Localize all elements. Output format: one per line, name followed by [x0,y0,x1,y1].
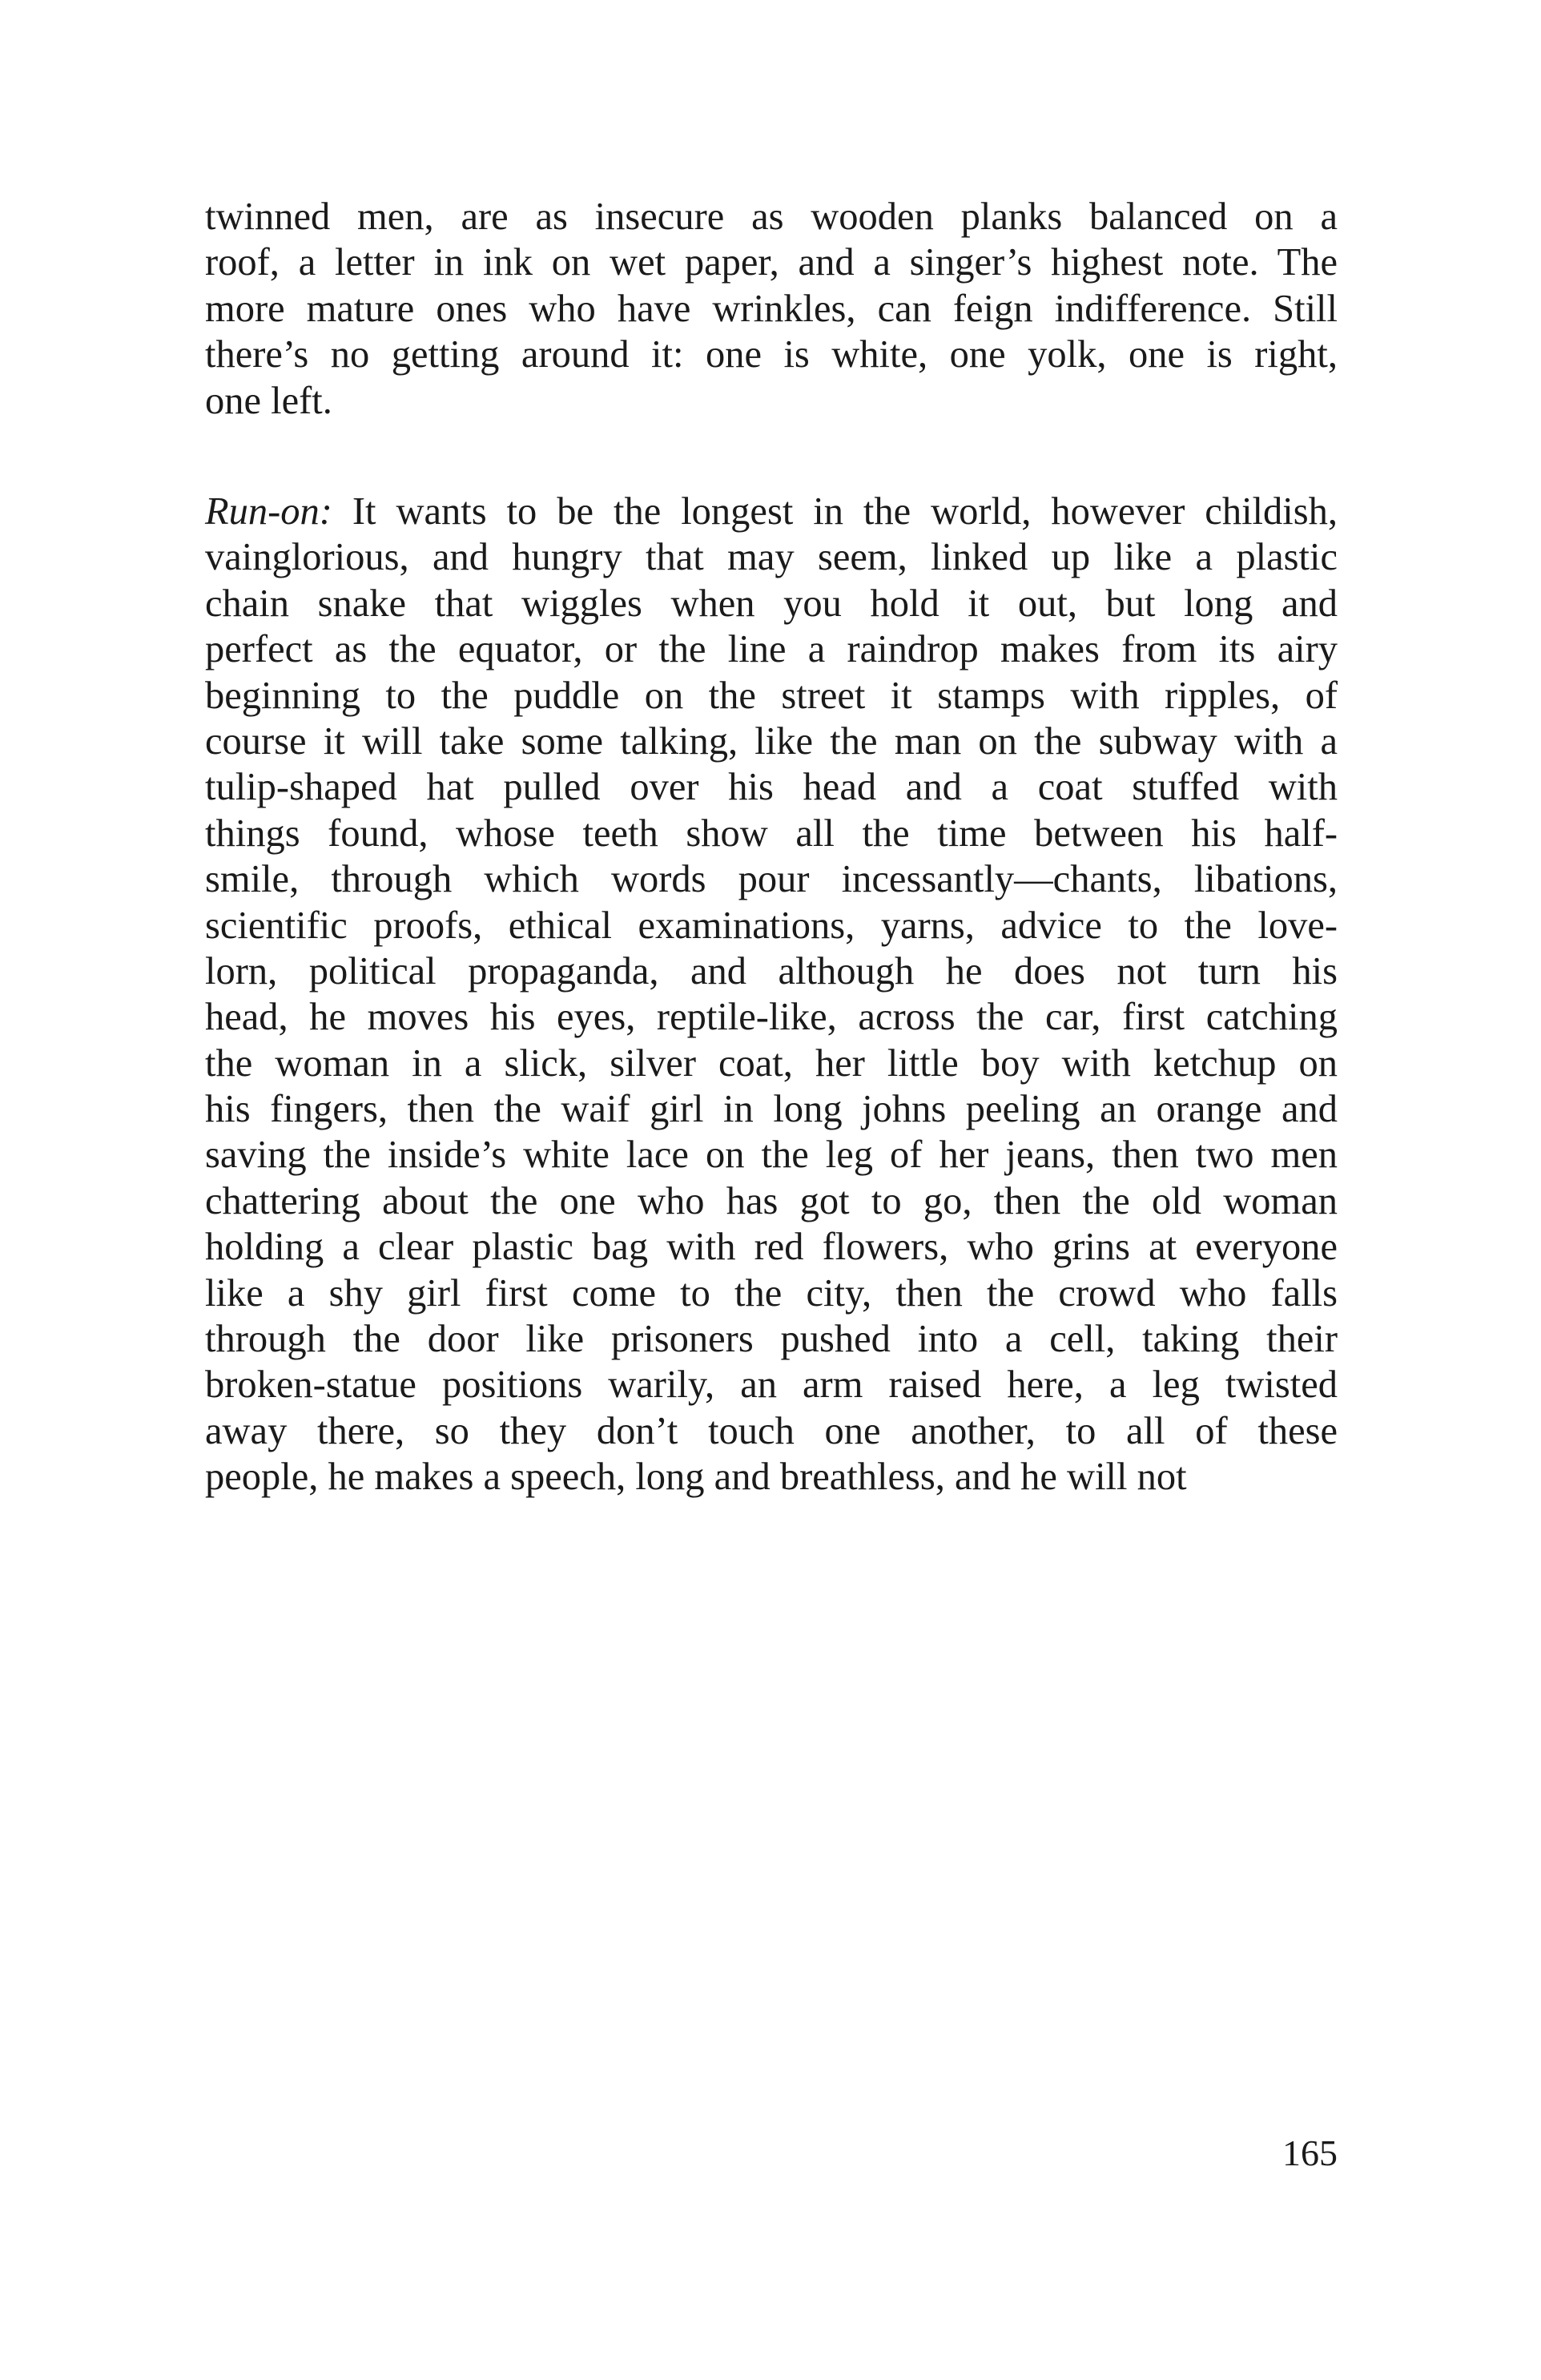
run-on-lead-in: Run-on: [205,490,332,533]
text-line: lorn, political propaganda, and although he does not turn his [205,949,1338,993]
text-line: course it will take some talking, like the man on the subway with a [205,719,1338,763]
text-line: tulip-shaped hat pulled over his head and a coat stuffed with [205,766,1338,809]
first-line-text: It wants to be the longest in the world, however childish, [332,490,1338,533]
text-line: smile, through which words pour incessantly—chants, libations, [205,858,1338,901]
text-line: one left. [205,379,332,422]
text-line: people, he makes a speech, long and breathless, and he will not [205,1456,1187,1499]
text-line: beginning to the puddle on the street it stamps with ripples, of [205,674,1338,717]
paragraph-twinned-men [205,194,1338,424]
text-line: more mature ones who have wrinkles, can feign indifference. Still [205,287,1338,330]
text-line: twinned men, are as insecure as wooden planks balanced on a [205,195,1338,238]
text-line: saving the inside’s white lace on the leg of her jeans, then two men [205,1134,1338,1177]
page-number: 165 [1282,2132,1338,2173]
text-line: chattering about the one who has got to go, then the old woman [205,1179,1338,1222]
text-line: there’s no getting around it: one is white, one yolk, one is right, [205,333,1338,377]
text-line: his fingers, then the waif girl in long johns peeling an orange and [205,1088,1338,1131]
text-line: holding a clear plastic bag with red flowers, who grins at everyone [205,1226,1338,1269]
text-line: like a shy girl first come to the city, then the crowd who falls [205,1271,1338,1315]
text-line: through the door like prisoners pushed into a cell, taking their [205,1318,1338,1361]
paragraph-run-on [205,489,1338,1500]
text-line: vainglorious, and hungry that may seem, linked up like a plastic [205,536,1338,579]
text-line: away there, so they don’t touch one another, to all of these [205,1409,1338,1452]
text-line: chain snake that wiggles when you hold it out, but long and [205,582,1338,625]
text-line: perfect as the equator, or the line a raindrop makes from its airy [205,628,1338,671]
text-line-first [205,489,1338,534]
text-line: head, he moves his eyes, reptile-like, across the car, first catching [205,996,1338,1039]
text-line: the woman in a slick, silver coat, her little boy with ketchup on [205,1041,1338,1085]
text-line: roof, a letter in ink on wet paper, and a singer’s highest note. The [205,241,1338,284]
text-line: broken-statue positions warily, an arm raised here, a leg twisted [205,1363,1338,1407]
text-line: scientific proofs, ethical examinations, yarns, advice to the love- [205,904,1338,947]
text-line: things found, whose teeth show all the time between his half- [205,811,1338,855]
